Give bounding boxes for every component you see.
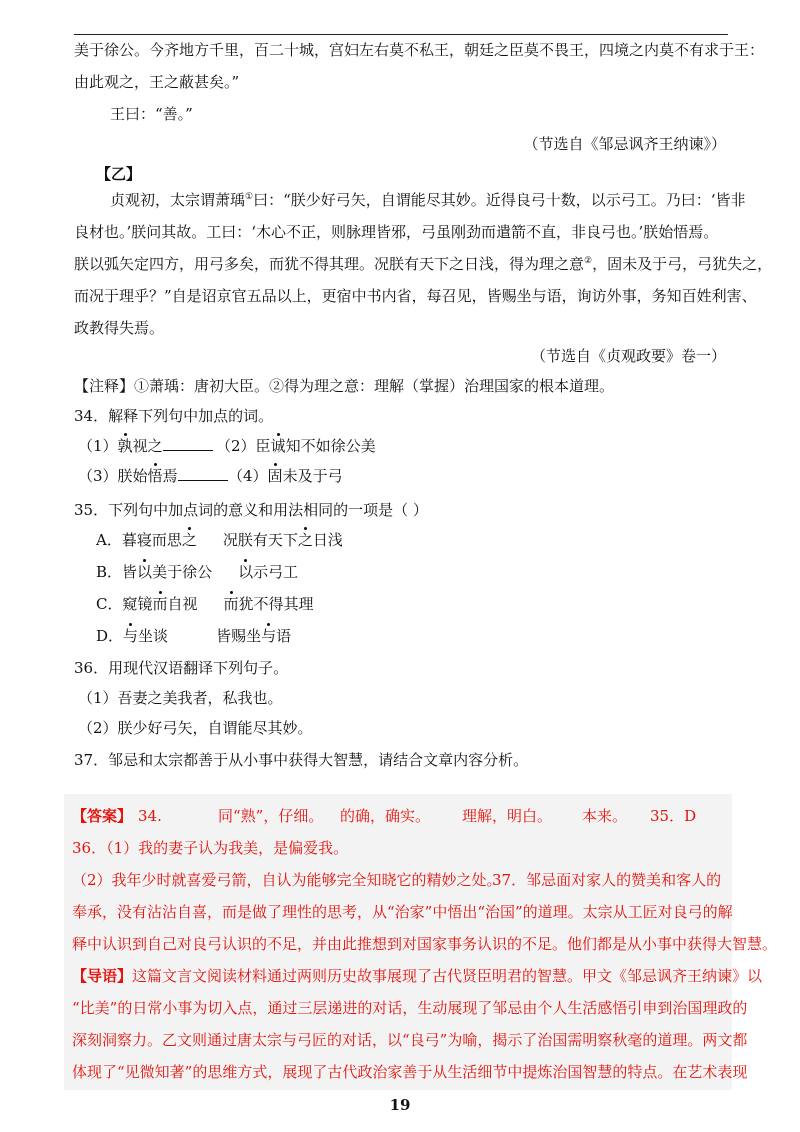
answer-34-2: 的确，确实。 [340,807,431,825]
answer-34: 34. [138,807,162,825]
header-rule [74,34,728,35]
yi-line-2: 良材也。’朕问其故。工曰：‘木心不正，则脉理皆邪，弓虽刚劲而遣箭不直，非良弓也。’朕始悟焉。 [74,223,719,241]
answer-34-4: 本来。 [582,807,628,825]
answer-37-line-3: 释中认识到自己对良弓认识的不足，并由此推想到对国家事务认识的不足。他们都是从小事中获得大智慧。 [72,935,778,953]
answer-36-1: 36．（1）我的妻子认为我美，是偏爱我。 [72,839,349,857]
q35-stem: 35．下列句中加点词的意义和用法相同的一项是（ ） [74,501,428,519]
q34-item-2: （2）臣诚知不如徐公美 [216,437,376,455]
guide-line-3: 深刻洞察力。乙文则通过唐太宗与弓匠的对话，以“良弓”为喻，揭示了治国需明察秋毫的道理。两文都 [72,1031,748,1049]
answer-35: 35．D [650,807,697,825]
answer-blank[interactable] [178,466,228,481]
guide-line-1: 【导语】这篇文言文阅读材料通过两则历史故事展现了古代贤臣明君的智慧。甲文《邹忌讽齐王纳谏》以 [72,967,763,985]
jia-line-2: 由此观之，王之蔽甚矣。” [74,73,240,91]
q36-sentence-2: （2）朕少好弓矢，自谓能尽其妙。 [78,719,313,737]
answer-tag: 【答案】 [72,807,133,825]
answer-36-2: （2）我年少时就喜爱弓箭，自认为能够完全知晓它的精妙之处。 [72,871,502,889]
answer-34-3: 理解，明白。 [462,807,553,825]
guide-tag: 【导语】 [72,967,133,985]
guide-line-4: 体现了“见微知著”的思维方式，展现了古代政治家善于从生活细节中提炼治国智慧的特点。在艺术表现 [72,1063,748,1081]
q35-option-a[interactable]: A．暮寝而思之 况朕有天下之日浅 [96,531,343,549]
q36-stem: 36．用现代汉语翻译下列句子。 [74,659,289,677]
q37-stem: 37．邹忌和太宗都善于从小事中获得大智慧，请结合文章内容分析。 [74,751,529,769]
jia-line-1: 美于徐公。今齐地方千里，百二十城，宫妇左右莫不私王，朝廷之臣莫不畏王，四境之内莫不有求于王： [74,41,765,59]
yi-line-5: 政教得失焉。 [74,319,165,337]
answer-34-1: 同“熟”，仔细。 [218,807,324,825]
q34-row-2: （3）朕始悟焉 [78,466,228,486]
notes: 【注释】①萧瑀：唐初大臣。②得为理之意：理解（掌握）治理国家的根本道理。 [74,377,615,395]
yi-source: （节选自《贞观政要》卷一） [530,347,726,365]
yi-line-3: 朕以弧矢定四方，用弓多矣，而犹不得其理。况朕有天下之日浅，得为理之意②，固未及于弓，弓犹失之， [74,255,773,273]
yi-line-1: 贞观初，太宗谓萧瑀①曰：“朕少好弓矢，自谓能尽其妙。近得良弓十数，以示弓工。乃曰：‘皆非 [110,191,746,209]
q34-item-4: （4）固未及于弓 [228,467,343,485]
yi-heading: 【乙】 [96,165,142,183]
answer-blank[interactable] [163,436,213,451]
answer-37-start: 37．邹忌面对家人的赞美和客人的 [492,871,722,889]
jia-line-3: 王曰：“善。” [110,105,193,123]
answer-37-line-2: 奉承，没有沾沾自喜，而是做了理性的思考，从“治家”中悟出“治国”的道理。太宗从工匠对良弓的解 [72,903,733,921]
yi-line-4: 而况于理乎？”自是诏京官五品以上，更宿中书内省，每召见，皆赐坐与语，询访外事，务知百姓利害、 [74,287,757,305]
q34-row-1: （1）孰视之 [78,436,213,456]
q34-stem: 34．解释下列句中加点的词。 [74,407,274,425]
answer-line-1 [72,806,132,826]
note-mark-1: ① [245,192,254,202]
q35-option-d[interactable]: D．与坐谈 皆赐坐与语 [96,627,292,645]
guide-line-2: “比美”的日常小事为切入点，通过三层递进的对话，生动展现了邹忌由个人生活感悟引申到治国理政的 [72,999,748,1017]
q35-option-c[interactable]: C．窥镜而自视 而犹不得其理 [96,595,314,613]
q35-option-b[interactable]: B．皆以美于徐公 以示弓工 [96,563,299,581]
q36-sentence-1: （1）吾妻之美我者，私我也。 [78,689,283,707]
page-number: 19 [389,1096,411,1114]
jia-source: （节选自《邹忌讽齐王纳谏》） [523,135,726,153]
note-mark-2: ② [584,256,593,266]
